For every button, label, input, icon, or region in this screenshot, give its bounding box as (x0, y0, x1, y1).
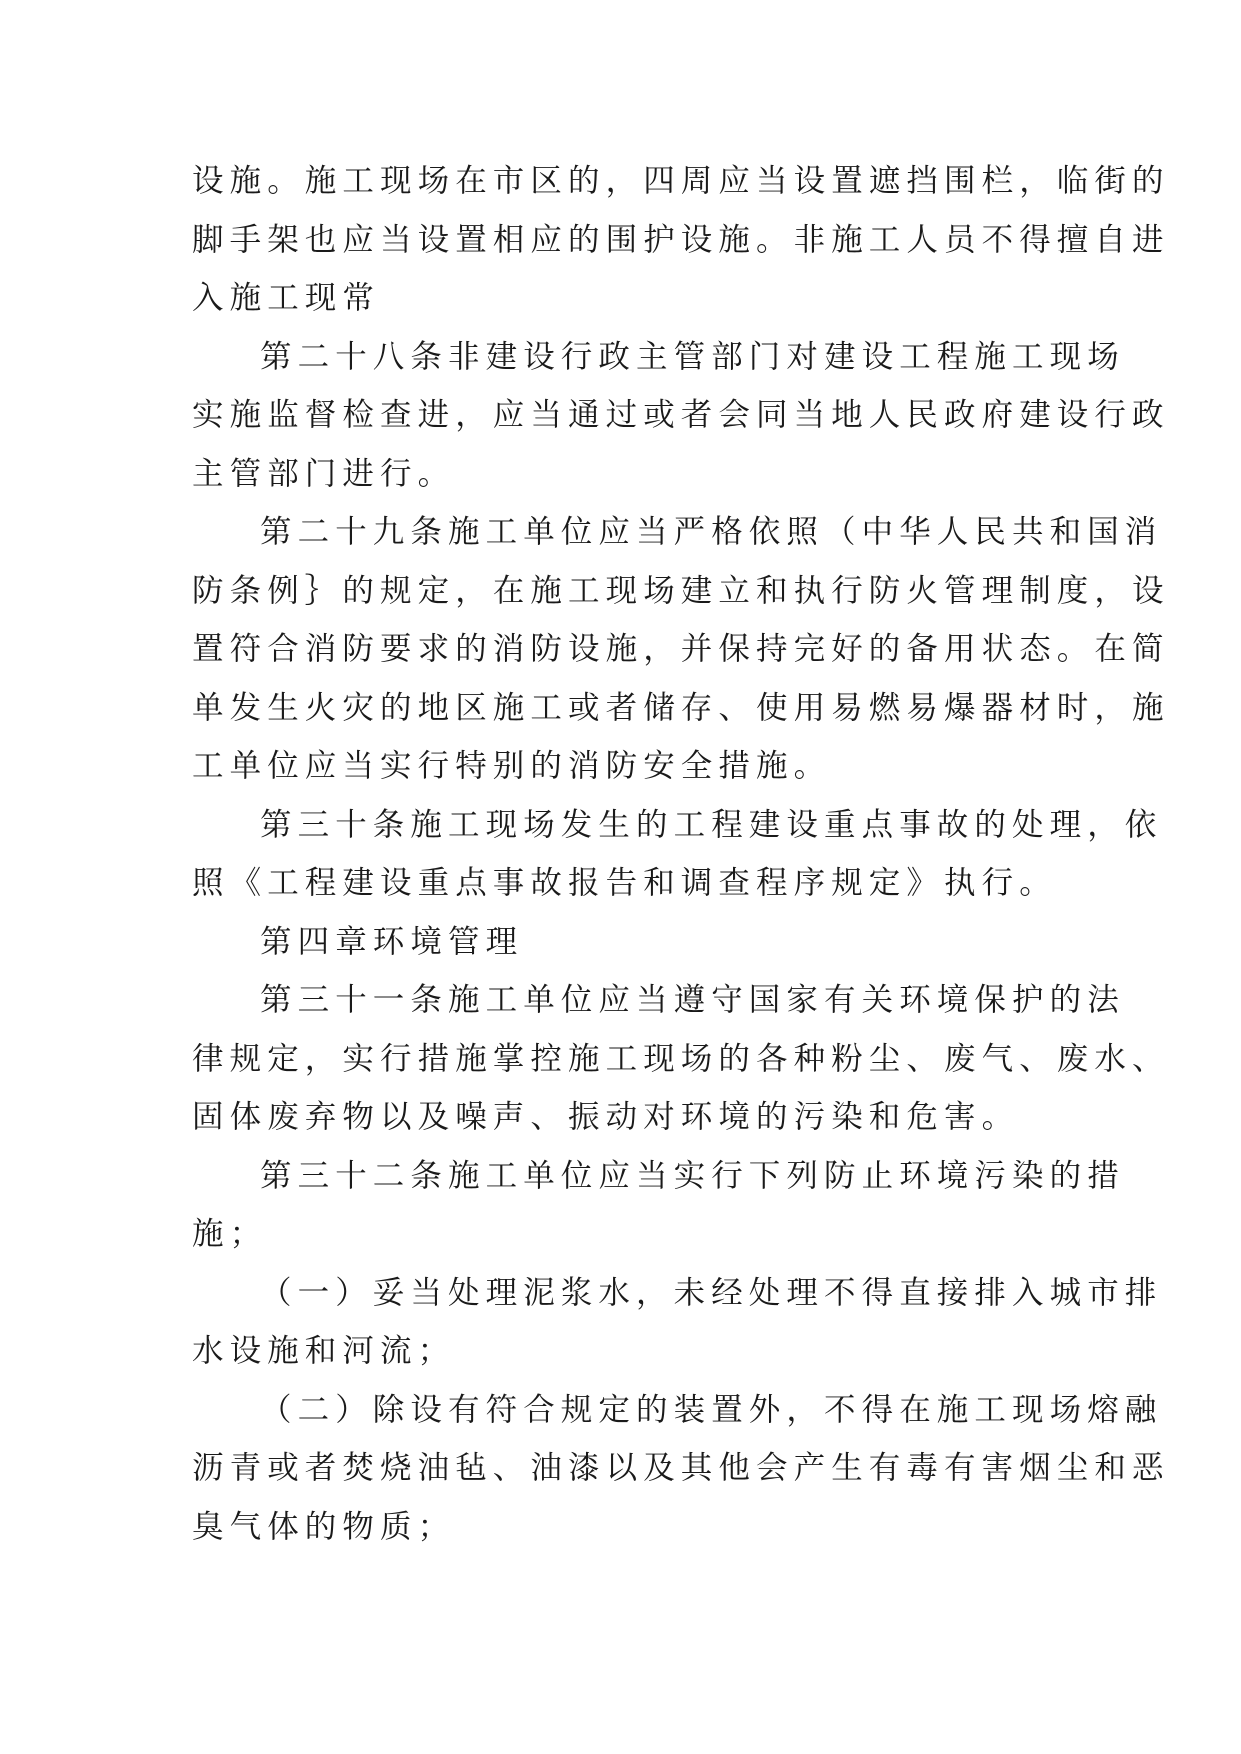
text-line: 臭气体的物质； (192, 1508, 456, 1545)
text-line: 实施监督检查进，应当通过或者会同当地人民政府建设行政 (192, 397, 1170, 433)
text-line: 单发生火灾的地区施工或者储存、使用易燃易爆器材时，施 (192, 689, 1170, 726)
text-line: 律规定，实行措施掌控施工现场的各种粉尘、废气、废水、 (192, 1040, 1170, 1077)
text-line: （二）除设有符合规定的装置外，不得在施工现场熔融 (260, 1391, 1163, 1428)
text-line: （一）妥当处理泥浆水，未经处理不得直接排入城市排 (260, 1274, 1163, 1311)
text-line: 入施工现常 (192, 280, 381, 316)
text-line: 工单位应当实行特别的消防安全措施。 (192, 748, 832, 784)
text-line: 防条例｝的规定，在施工现场建立和执行防火管理制度，设 (192, 572, 1170, 609)
text-line: 第三十一条施工单位应当遵守国家有关环境保护的法 (260, 982, 1125, 1018)
text-line: 第三十二条施工单位应当实行下列防止环境污染的措 (260, 1157, 1125, 1194)
text-line: 设施。施工现场在市区的，四周应当设置遮挡围栏，临街的 (192, 163, 1170, 199)
text-line: 固体废弃物以及噪声、振动对环境的污染和危害。 (192, 1099, 1020, 1135)
text-line: 第三十条施工现场发生的工程建设重点事故的处理，依 (260, 806, 1163, 843)
chapter-heading: 第四章环境管理 (260, 923, 524, 960)
text-line: 水设施和河流； (192, 1333, 456, 1369)
text-line: 置符合消防要求的消防设施，并保持完好的备用状态。在简 (192, 631, 1170, 667)
text-line: 沥青或者焚烧油毡、油漆以及其他会产生有毒有害烟尘和恶 (192, 1450, 1170, 1486)
text-line: 照《工程建设重点事故报告和调查程序规定》执行。 (192, 865, 1057, 901)
text-line: 第二十八条非建设行政主管部门对建设工程施工现场 (260, 338, 1125, 375)
document-body (192, 152, 1170, 1556)
text-line: 施； (192, 1216, 268, 1252)
text-line: 主管部门进行。 (192, 455, 456, 492)
text-line: 脚手架也应当设置相应的围护设施。非施工人员不得擅自进 (192, 221, 1170, 258)
text-line: 第二十九条施工单位应当严格依照（中华人民共和国消 (260, 514, 1163, 550)
